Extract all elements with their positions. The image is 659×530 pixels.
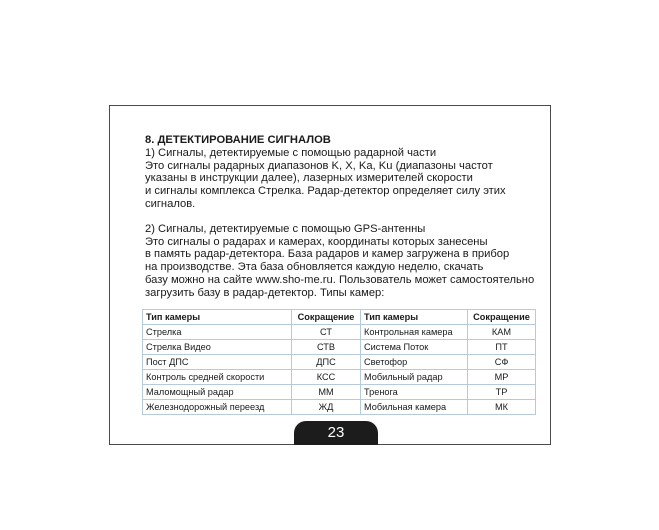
header-camera-type: Тип камеры <box>361 310 468 325</box>
abbreviation-cell: ТР <box>468 385 536 400</box>
header-camera-type: Тип камеры <box>143 310 292 325</box>
abbreviation-cell: ДПС <box>292 355 361 370</box>
camera-type-cell: Пост ДПС <box>143 355 292 370</box>
abbreviation-cell: МК <box>468 400 536 415</box>
header-abbreviation: Сокращение <box>468 310 536 325</box>
abbreviation-cell: ММ <box>292 385 361 400</box>
table-row <box>143 325 536 340</box>
abbreviation-cell: МР <box>468 370 536 385</box>
abbreviation-cell: СТ <box>292 325 361 340</box>
table-row <box>143 340 536 355</box>
abbreviation-cell: ПТ <box>468 340 536 355</box>
camera-type-cell: Контрольная камера <box>361 325 468 340</box>
abbreviation-cell: ЖД <box>292 400 361 415</box>
table-row <box>143 355 536 370</box>
abbreviation-cell: КСС <box>292 370 361 385</box>
camera-type-cell: Мобильный радар <box>361 370 468 385</box>
camera-type-cell: Маломощный радар <box>143 385 292 400</box>
page-tab-bottom-mask <box>290 445 382 455</box>
table-row <box>143 385 536 400</box>
table-header-row <box>143 310 536 325</box>
camera-type-cell: Железнодорожный переезд <box>143 400 292 415</box>
table-row <box>143 370 536 385</box>
paragraph-gps-signals: 2) Сигналы, детектируемые с помощью GPS-антенны Это сигналы о радарах и камерах, координаты которых занесены в память радар-детектора. База радаров и камер загружена в прибор на производстве. Эта база обновляется каждую неделю, скачать базу можно на сайте www.sho-me.ru. Пользователь может самостоятельно загрузить базу в радар-детектор. Типы камер: <box>145 223 535 299</box>
page-number: 23 <box>327 424 345 441</box>
section-title: 8. ДЕТЕКТИРОВАНИЕ СИГНАЛОВ <box>145 134 331 146</box>
paragraph-radar-signals: 1) Сигналы, детектируемые с помощью радарной части Это сигналы радарных диапазонов K, X, Ka, Ku (диапазоны частот указаны в инструкции далее), лазерных измерителей скорости и сигналы комплекса Стрелка. Радар-детектор определяет силу этих сигналов. <box>145 147 506 210</box>
camera-type-cell: Тренога <box>361 385 468 400</box>
camera-type-cell: Система Поток <box>361 340 468 355</box>
abbreviation-cell: КАМ <box>468 325 536 340</box>
header-abbreviation: Сокращение <box>292 310 361 325</box>
camera-type-cell: Мобильная камера <box>361 400 468 415</box>
table-row <box>143 400 536 415</box>
abbreviation-cell: СТВ <box>292 340 361 355</box>
abbreviation-cell: СФ <box>468 355 536 370</box>
section-content <box>145 133 545 299</box>
camera-type-cell: Светофор <box>361 355 468 370</box>
camera-type-cell: Стрелка Видео <box>143 340 292 355</box>
camera-type-cell: Стрелка <box>143 325 292 340</box>
camera-type-cell: Контроль средней скорости <box>143 370 292 385</box>
camera-types-table <box>142 309 536 415</box>
